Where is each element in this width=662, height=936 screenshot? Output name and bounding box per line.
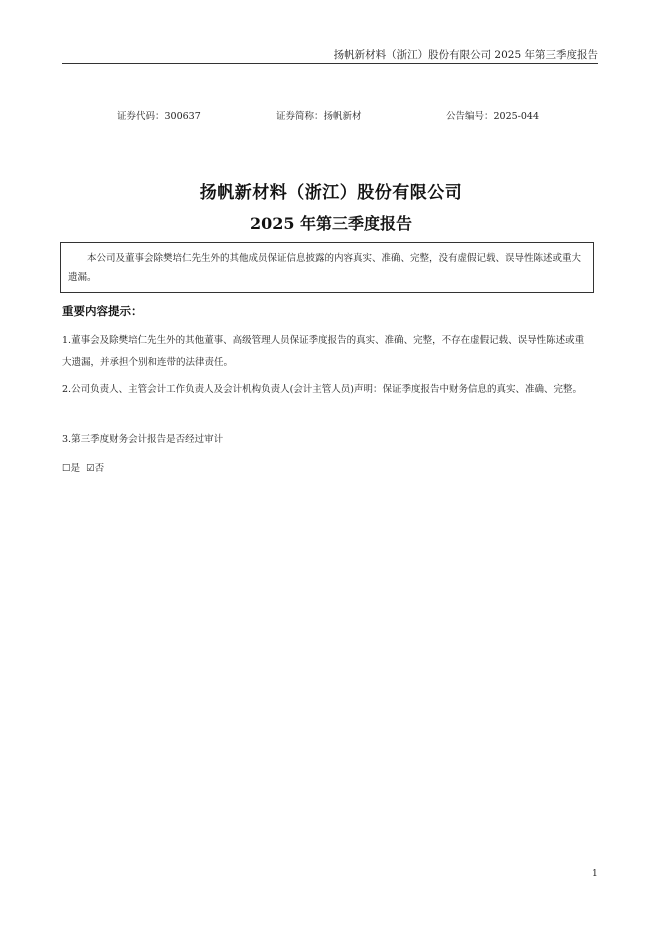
report-title: 2025 年第三季度报告: [249, 214, 413, 233]
notice-item-2: 2.公司负责人、主管会计工作负责人及会计机构负责人(会计主管人员)声明：保证季度报告中财务信息的真实、准确、完整。: [62, 384, 582, 395]
unchecked-box-icon: ☐: [62, 463, 71, 474]
declaration-box: [60, 242, 594, 293]
security-abbreviation: 证券简称：扬帆新材: [276, 111, 362, 122]
audit-yes-label: 是: [70, 463, 81, 474]
notice-item-1: 1.董事会及除樊培仁先生外的其他董事、高级管理人员保证季度报告的真实、准确、完整，不存在虚假记载、误导性陈述或重大遗漏，并承担个别和连带的法律责任。: [62, 335, 585, 368]
important-notice-heading: 重要内容提示：: [62, 304, 143, 318]
checked-box-icon: ☑: [86, 463, 95, 474]
security-code: 证券代码：300637: [117, 111, 201, 122]
audit-no-label: 否: [94, 463, 105, 474]
header-divider: [62, 63, 598, 64]
running-header-title: 扬帆新材料（浙江）股份有限公司 2025 年第三季度报告: [333, 49, 598, 61]
company-name-title: 扬帆新材料（浙江）股份有限公司: [199, 183, 463, 203]
audit-choice-row: [62, 460, 104, 478]
announcement-number: 公告编号：2025-044: [446, 111, 540, 122]
declaration-text: 本公司及董事会除樊培仁先生外的其他成员保证信息披露的内容真实、准确、完整，没有虚假记载、误导性陈述或重大遗漏。: [68, 253, 582, 283]
page-number: 1: [592, 869, 598, 879]
notice-item-3: 3.第三季度财务会计报告是否经过审计: [62, 434, 224, 445]
